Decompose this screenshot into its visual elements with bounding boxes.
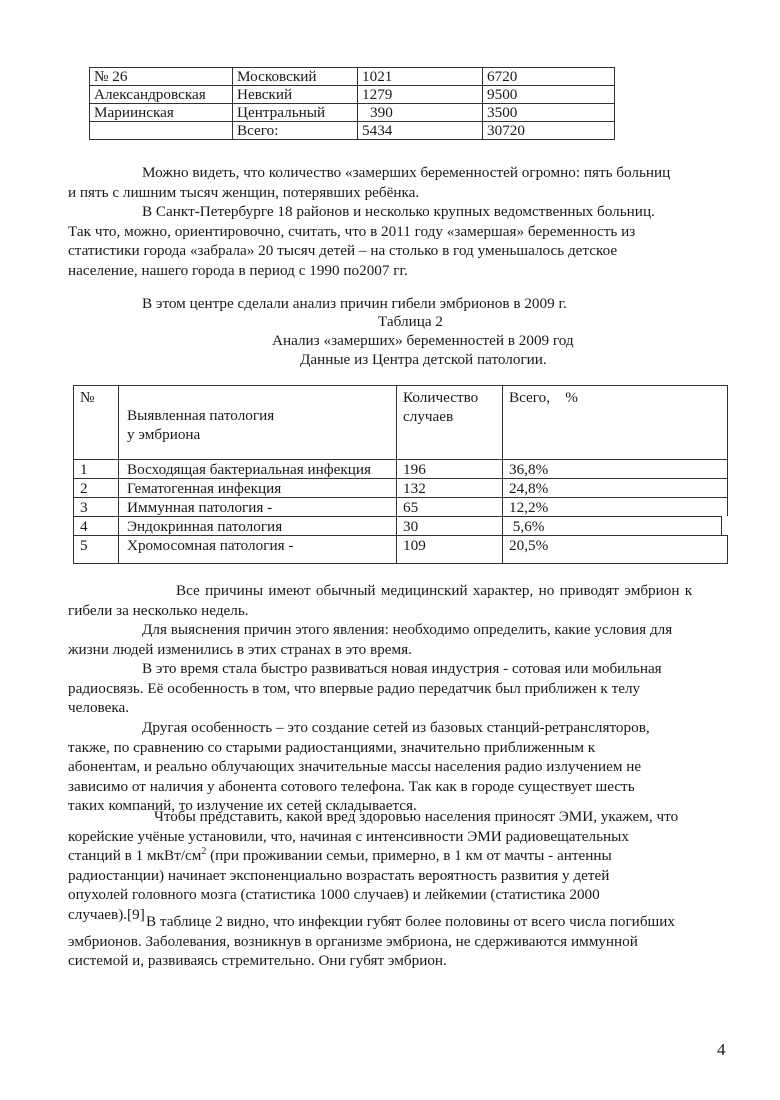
pathology-cell <box>118 460 397 478</box>
header-pathology-line2: у эмбриона <box>127 426 201 443</box>
hospital-cell: № 26 <box>90 68 233 86</box>
percent-text: 24,8% <box>509 480 549 497</box>
percent-cell <box>502 536 727 563</box>
text-line: Так что, можно, ориентировочно, считать, что в 2011 году «замершая» беременность из <box>68 222 636 240</box>
text-line: корейские учёные установили, что, начиная с интенсивности ЭМИ радиовещательных <box>68 827 629 845</box>
num-text: 1 <box>80 461 88 478</box>
header-percent <box>502 386 727 459</box>
text-line: население, нашего города в период с 1990 по2007 гг. <box>68 261 408 279</box>
text-line: Все причины имеют обычный медицинский характер, но приводят эмбрион к <box>176 582 693 599</box>
intro-line: В этом центре сделали анализ причин гибели эмбрионов в 2009 г. <box>142 295 567 312</box>
text-line: зависимо от наличия у абонента сотового телефона. Так как в городе существует шесть <box>68 777 635 795</box>
num-cell <box>74 536 118 563</box>
table-label: Таблица 2 <box>378 313 443 330</box>
num-text: 2 <box>80 480 88 497</box>
pathology-cell <box>118 536 397 563</box>
district-cell: Невский <box>233 86 358 104</box>
table-row <box>73 535 728 564</box>
count-cell <box>396 460 503 478</box>
paragraph <box>68 659 728 718</box>
count-cell <box>396 536 503 563</box>
paragraph <box>68 581 728 620</box>
count-text: 196 <box>403 461 426 478</box>
count-cell <box>396 498 503 516</box>
district-cell: Центральный <box>233 104 358 122</box>
text-line: случаев).[9] <box>68 905 145 923</box>
count-text: 30 <box>403 518 419 535</box>
count-text: 65 <box>403 499 419 516</box>
pathology-cell <box>118 479 397 497</box>
paragraph <box>68 620 728 659</box>
text-line: статистики города «забрала» 20 тысяч детей – на столько в год уменьшалось детское <box>68 242 618 259</box>
hospital-cell: Мариинская <box>90 104 233 122</box>
text-line: Другая особенность – это создание сетей из базовых станций-ретрансляторов, <box>142 719 650 736</box>
text-line: Можно видеть, что количество «замерших беременностей огромно: пять больниц <box>142 164 671 181</box>
text-line: радиосвязь. Её особенность в том, что впервые радио передатчик был приближен к телу <box>68 679 641 697</box>
percent-cell <box>502 498 727 516</box>
text-line: Для выяснения причин этого явления: необходимо определить, какие условия для <box>142 621 673 638</box>
num-cell <box>74 517 118 535</box>
count-text: 132 <box>403 480 426 497</box>
text-line: радиостанции) начинает экспоненциально возрастать вероятность развития у детей <box>68 866 610 884</box>
hospital-cell: Александровская <box>90 86 233 104</box>
header-pathology <box>118 386 397 459</box>
table-row <box>73 459 728 478</box>
table-subtitle: Данные из Центра детской патологии. <box>300 351 547 368</box>
header-count <box>396 386 503 459</box>
table-row <box>73 497 728 516</box>
table-row <box>73 478 728 497</box>
pathology-cell <box>118 498 397 516</box>
text-line: гибели за несколько недель. <box>68 601 249 619</box>
pathology-text: Хромосомная патология - <box>127 537 294 554</box>
value-cell: 390 <box>358 104 483 122</box>
text-line: В таблице 2 видно, что инфекции губят более половины от всего числа погибших <box>146 913 675 930</box>
value-cell: 1021 <box>358 68 483 86</box>
percent-cell <box>502 479 727 497</box>
hospital-table <box>89 67 615 140</box>
table-row <box>90 104 615 122</box>
value-cell: 3500 <box>483 104 615 122</box>
text-line: абонентам, и реально облучающих значительные массы населения радио излучением не <box>68 758 642 775</box>
count-cell <box>396 517 503 535</box>
superscript: 2 <box>201 845 207 857</box>
header-count-line1: Количество <box>403 389 479 406</box>
paragraph <box>68 807 728 924</box>
table-total-row <box>90 122 615 140</box>
percent-text: 20,5% <box>509 537 549 554</box>
table-title: Анализ «замерших» беременностей в 2009 год <box>272 332 574 349</box>
num-text: 5 <box>80 537 88 554</box>
table-row <box>90 86 615 104</box>
pathology-text: Эндокринная патология <box>127 518 283 535</box>
text-line: также, по сравнению со старыми радиостанциями, значительно приближенным к <box>68 738 596 756</box>
text-line: опухолей головного мозга (статистика 1000 случаев) и лейкемии (статистика 2000 <box>68 886 600 903</box>
percent-text: 5,6% <box>509 518 545 535</box>
count-text: 109 <box>403 537 426 554</box>
text-line: системой и, развиваясь стремительно. Они губят эмбрион. <box>68 952 447 969</box>
table-row <box>90 68 615 86</box>
header-pathology-line1: Выявленная патология <box>127 407 275 424</box>
text-line: человека. <box>68 699 130 716</box>
text-line: В Санкт-Петербурге 18 районов и несколько крупных ведомственных больниц. <box>142 203 655 220</box>
total-value-cell: 30720 <box>483 122 615 140</box>
num-cell <box>74 460 118 478</box>
paragraph <box>68 202 728 280</box>
percent-cell <box>502 517 721 535</box>
text-fragment: (при проживании семьи, примерно, в 1 км от мачты - антенны <box>206 847 612 864</box>
count-cell <box>396 479 503 497</box>
text-line <box>68 846 728 866</box>
table-header-row <box>73 385 728 459</box>
paragraph <box>68 718 728 816</box>
table-row <box>73 516 722 535</box>
page-number: 4 <box>717 1040 726 1059</box>
text-line: жизни людей изменились в этих странах в это время. <box>68 640 412 658</box>
header-percent-text: Всего, % <box>509 389 578 406</box>
num-cell <box>74 479 118 497</box>
text-line: В это время стала быстро развиваться новая индустрия - сотовая или мобильная <box>142 660 662 677</box>
header-num-text: № <box>80 389 95 406</box>
percent-cell <box>502 460 727 478</box>
num-cell <box>74 498 118 516</box>
value-cell: 9500 <box>483 86 615 104</box>
percent-text: 36,8% <box>509 461 549 478</box>
num-text: 3 <box>80 499 88 516</box>
value-cell: 6720 <box>483 68 615 86</box>
text-line: эмбрионов. Заболевания, возникнув в организме эмбриона, не сдерживаются иммунной <box>68 932 638 950</box>
hospital-cell <box>90 122 233 140</box>
total-value-cell: 5434 <box>358 122 483 140</box>
paragraph <box>68 163 728 202</box>
text-line: и пять с лишним тысяч женщин, потерявших ребёнка. <box>68 183 420 201</box>
total-label-cell: Всего: <box>233 122 358 140</box>
text-line: таких компаний, то излучение их сетей складывается. <box>68 797 417 814</box>
paragraph <box>68 912 728 971</box>
num-text: 4 <box>80 518 88 535</box>
text-line: Чтобы представить, какой вред здоровью населения приносят ЭМИ, укажем, что <box>154 808 679 825</box>
header-count-line2: случаев <box>403 408 454 425</box>
pathology-text: Восходящая бактериальная инфекция <box>127 461 371 478</box>
percent-text: 12,2% <box>509 499 549 516</box>
pathology-cell <box>118 517 397 535</box>
value-cell: 1279 <box>358 86 483 104</box>
pathology-text: Иммунная патология - <box>127 499 273 516</box>
text-fragment: станций в 1 мкВт/см <box>68 847 202 864</box>
district-cell: Московский <box>233 68 358 86</box>
pathology-text: Гематогенная инфекция <box>127 480 282 497</box>
header-num <box>74 386 118 459</box>
